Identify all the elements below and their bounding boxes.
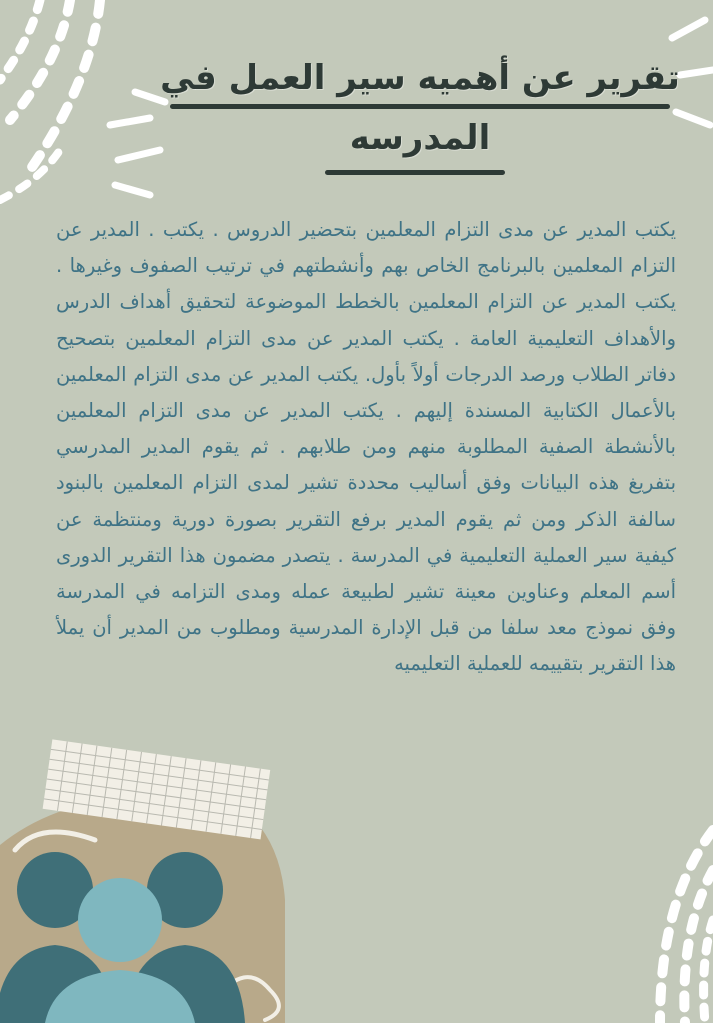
body-paragraph: يكتب المدير عن مدى التزام المعلمين بتحضير الدروس . يكتب . المدير عن التزام المعلمين بالبرنامج الخاص بهم وأنشطتهم في ترتيب الصفوف وغيرها . يكتب المدير عن التزام المعلمين بالخطط الموضوعة لتحقيق أهداف الدرس والأهداف التعليمية العامة . يكتب المدير عن مدى التزام المعلمين بتصحيح دفاتر الطلاب ورصد الدرجات أولاً بأول. يكتب المدير عن مدى التزام المعلمين بالأعمال الكتابية المسندة إليهم . يكتب المدير عن مدى التزام المعلمين بالأنشطة الصفية المطلوبة منهم ومن طلابهم . ثم يقوم المدير المدرسي بتفريغ هذه البيانات وفق أساليب محددة تشير لمدى التزام المعلمين بالبنود سالفة الذكر ومن ثم يقوم المدير برفع التقرير بصورة دورية ومنتظمة عن كيفية سير العملية التعليمية في المدرسة . يتصدر مضمون هذا التقرير الدورى أسم المعلم وعناوين معينة تشير لطبيعة عمله ومدى التزامه في المدرسة وفق نموذج معد سلفا من قبل الإدارة المدرسية ومطلوب من المدير أن يملأ هذا التقرير بتقييمه للعملية التعليميه — [56, 218, 676, 676]
title-underline-1 — [170, 104, 670, 109]
bottom-right-dashes — [660, 830, 713, 1023]
report-body — [56, 212, 676, 683]
title-line-2: المدرسه — [349, 118, 491, 158]
top-left-dashes — [0, 0, 100, 200]
title-line-1: تقرير عن أهميه سير العمل في — [160, 58, 680, 98]
title-underline-2 — [325, 170, 505, 175]
